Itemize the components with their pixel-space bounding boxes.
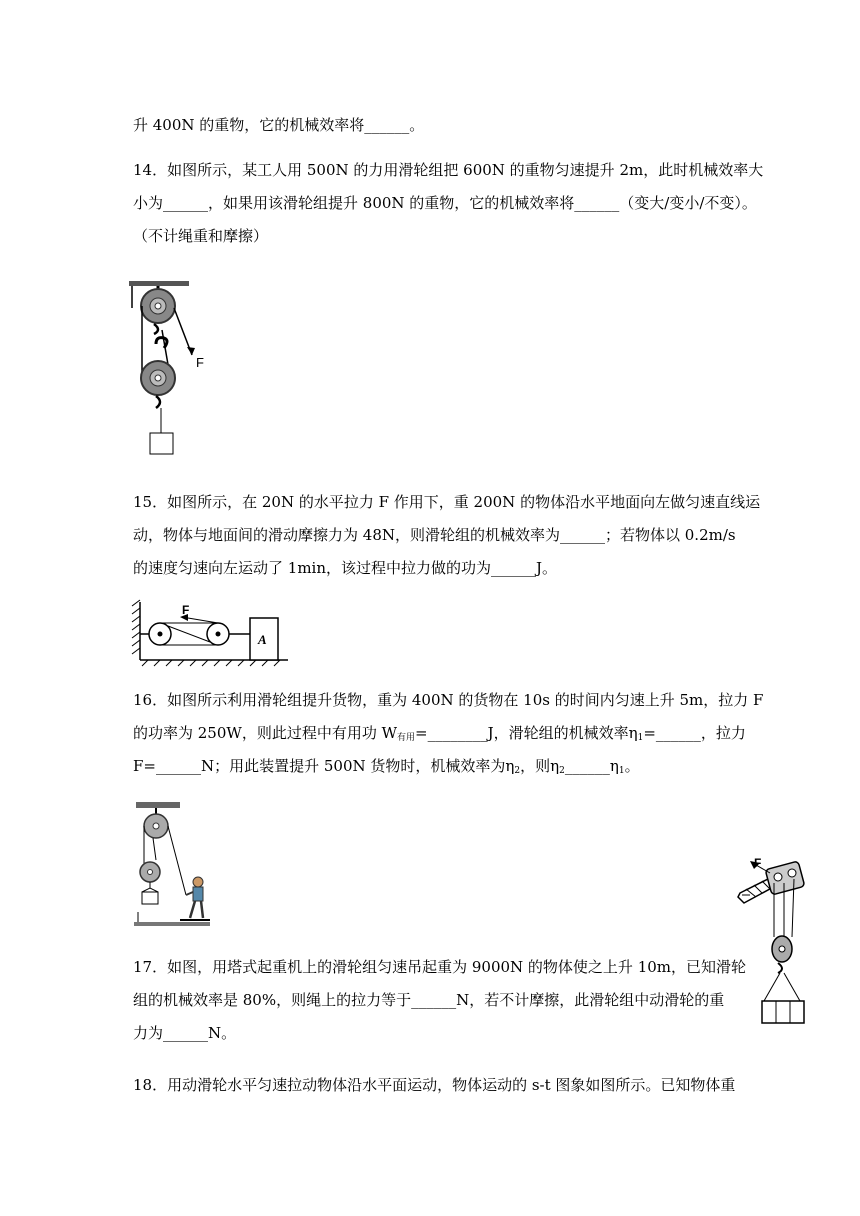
question-18-line-1: 18．用动滑轮水平匀速拉动物体沿水平面运动，物体运动的 s-t 图象如图所示。已知物体重: [133, 1076, 736, 1094]
question-17-line-1: 17．如图，用塔式起重机上的滑轮组匀速吊起重为 9000N 的物体使之上升 10m，已知滑轮: [133, 958, 747, 976]
question-17-line-3: 力为______N。: [133, 1024, 237, 1042]
force-label: F: [196, 355, 204, 370]
question-15-line-1: 15．如图所示，在 20N 的水平拉力 F 作用下，重 200N 的物体沿水平地面向左做匀速直线运: [133, 493, 761, 511]
question-15-line-2: 动，物体与地面间的滑动摩擦力为 48N，则滑轮组的机械效率为______；若物体以 0.2m/s: [133, 526, 736, 544]
pulley-figure-15: [128, 598, 293, 668]
question-16-line-2: 的功率为 250W，则此过程中有用功 $W_{有用}=\_\_\_\_\_\_\_\_J$，滑轮组的机械效率$\eta_1=\_\_\_\_\_\_$，拉力: [133, 724, 746, 743]
force-label: F: [754, 856, 762, 870]
crane-figure-17: [728, 855, 808, 1027]
question-17-line-2: 组的机械效率是 80%，则绳上的拉力等于______N，若不计摩擦，此滑轮组中动滑轮的重: [133, 991, 725, 1009]
question-14-line-3: （不计绳重和摩擦）: [133, 227, 269, 245]
question-16-line-1: 16．如图所示利用滑轮组提升货物，重为 400N 的货物在 10s 的时间内匀速上升 5m，拉力 F: [133, 691, 764, 709]
question-16-line-3: F=______N；用此装置提升 500N 货物时，机械效率为$\eta_2$，则$\eta_2\_\_\_\_\_\_\eta_1$。: [133, 757, 640, 776]
pulley-figure-16: [128, 800, 218, 930]
text-line: 升 400N 的重物，它的机械效率将______。: [133, 116, 425, 134]
question-14-line-2: 小为______，如果用该滑轮组提升 800N 的重物，它的机械效率将______（变大/变小/不变）。: [133, 194, 757, 212]
question-15-line-3: 的速度匀速向左运动了 1min，该过程中拉力做的功为______J。: [133, 559, 558, 577]
pulley-figure-14: [126, 280, 216, 460]
force-label: F: [182, 603, 190, 617]
question-14-line-1: 14．如图所示，某工人用 500N 的力用滑轮组把 600N 的重物匀速提升 2m，此时机械效率大: [133, 161, 764, 179]
object-label: A: [258, 632, 267, 647]
